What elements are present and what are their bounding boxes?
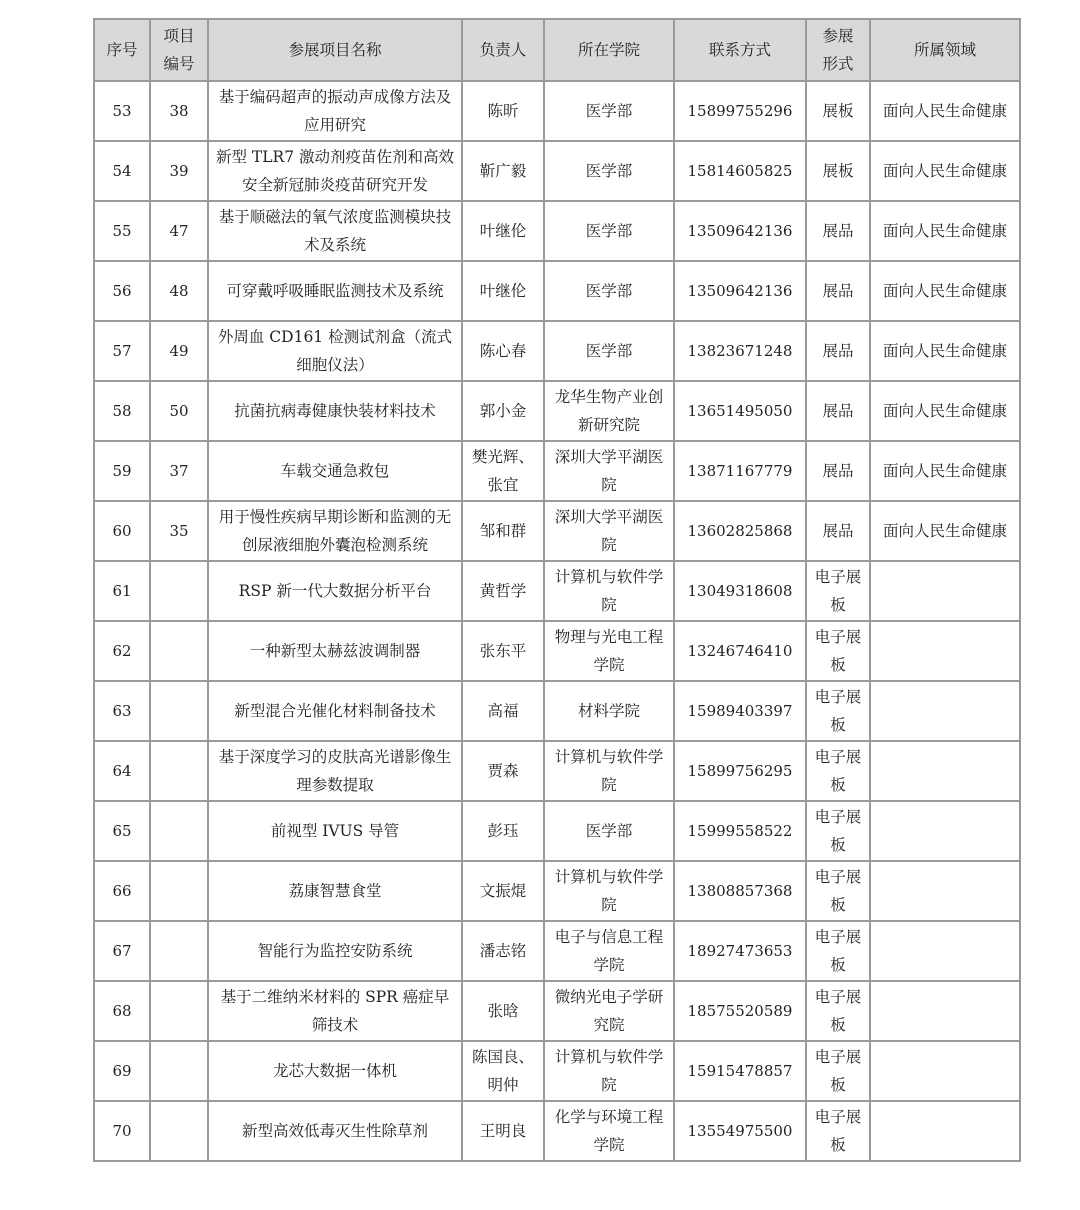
cell-lead: 叶继伦 [462,261,544,321]
cell-seq: 55 [94,201,150,261]
cell-project-no: 38 [150,81,208,141]
cell-form: 电子展板 [806,681,870,741]
cell-project-name: 荔康智慧食堂 [208,861,462,921]
cell-project-no [150,741,208,801]
cell-form: 展品 [806,201,870,261]
cell-field [870,801,1020,861]
cell-seq: 59 [94,441,150,501]
cell-contact: 13602825868 [674,501,806,561]
cell-lead: 文振焜 [462,861,544,921]
cell-form: 电子展板 [806,861,870,921]
cell-project-no [150,1101,208,1161]
cell-seq: 65 [94,801,150,861]
cell-seq: 62 [94,621,150,681]
cell-project-no [150,981,208,1041]
table-row [94,981,1020,1041]
header-seq: 序号 [94,19,150,81]
table-row [94,801,1020,861]
cell-lead: 潘志铭 [462,921,544,981]
cell-contact: 13871167779 [674,441,806,501]
cell-project-no: 49 [150,321,208,381]
cell-school: 物理与光电工程学院 [544,621,674,681]
header-contact: 联系方式 [674,19,806,81]
table-row [94,921,1020,981]
cell-seq: 70 [94,1101,150,1161]
cell-project-name: 基于二维纳米材料的 SPR 癌症早筛技术 [208,981,462,1041]
table-row [94,741,1020,801]
cell-lead: 贾森 [462,741,544,801]
cell-school: 计算机与软件学院 [544,741,674,801]
cell-contact: 15999558522 [674,801,806,861]
cell-contact: 13509642136 [674,261,806,321]
cell-lead: 张东平 [462,621,544,681]
cell-form: 展品 [806,321,870,381]
table-row [94,561,1020,621]
cell-project-name: 新型 TLR7 激动剂疫苗佐剂和高效安全新冠肺炎疫苗研究开发 [208,141,462,201]
cell-project-no [150,561,208,621]
cell-project-no: 48 [150,261,208,321]
cell-school: 化学与环境工程学院 [544,1101,674,1161]
cell-school: 微纳光电子学研究院 [544,981,674,1041]
cell-lead: 靳广毅 [462,141,544,201]
cell-school: 医学部 [544,201,674,261]
cell-project-name: 基于编码超声的振动声成像方法及应用研究 [208,81,462,141]
cell-lead: 陈心春 [462,321,544,381]
cell-school: 龙华生物产业创新研究院 [544,381,674,441]
cell-field [870,741,1020,801]
cell-lead: 黄哲学 [462,561,544,621]
cell-seq: 54 [94,141,150,201]
cell-field [870,1041,1020,1101]
cell-field: 面向人民生命健康 [870,441,1020,501]
cell-seq: 58 [94,381,150,441]
cell-project-name: 新型高效低毒灭生性除草剂 [208,1101,462,1161]
cell-project-name: RSP 新一代大数据分析平台 [208,561,462,621]
cell-form: 电子展板 [806,741,870,801]
cell-form: 电子展板 [806,1041,870,1101]
cell-field: 面向人民生命健康 [870,501,1020,561]
cell-project-name: 外周血 CD161 检测试剂盒（流式细胞仪法） [208,321,462,381]
cell-contact: 13823671248 [674,321,806,381]
cell-project-name: 前视型 IVUS 导管 [208,801,462,861]
cell-project-name: 车载交通急救包 [208,441,462,501]
cell-contact: 18927473653 [674,921,806,981]
cell-project-name: 可穿戴呼吸睡眠监测技术及系统 [208,261,462,321]
cell-lead: 樊光辉、张宜 [462,441,544,501]
cell-lead: 邹和群 [462,501,544,561]
cell-form: 展品 [806,381,870,441]
header-project-no: 项目 编号 [150,19,208,81]
cell-project-no: 37 [150,441,208,501]
table-header-row [94,19,1020,81]
cell-project-no [150,681,208,741]
cell-school: 材料学院 [544,681,674,741]
cell-school: 电子与信息工程学院 [544,921,674,981]
cell-project-no: 39 [150,141,208,201]
cell-school: 计算机与软件学院 [544,861,674,921]
cell-contact: 15915478857 [674,1041,806,1101]
cell-school: 医学部 [544,81,674,141]
cell-school: 医学部 [544,801,674,861]
table-body [94,81,1020,1161]
cell-project-name: 一种新型太赫兹波调制器 [208,621,462,681]
cell-lead: 陈昕 [462,81,544,141]
cell-project-no: 35 [150,501,208,561]
table-row [94,201,1020,261]
table-row [94,81,1020,141]
cell-project-name: 龙芯大数据一体机 [208,1041,462,1101]
cell-seq: 66 [94,861,150,921]
cell-field [870,561,1020,621]
cell-school: 医学部 [544,321,674,381]
cell-school: 医学部 [544,141,674,201]
cell-project-no [150,621,208,681]
cell-project-name: 新型混合光催化材料制备技术 [208,681,462,741]
cell-lead: 张晗 [462,981,544,1041]
cell-lead: 陈国良、明仲 [462,1041,544,1101]
table-row [94,681,1020,741]
cell-field [870,1101,1020,1161]
cell-form: 电子展板 [806,621,870,681]
cell-seq: 67 [94,921,150,981]
table-row [94,1041,1020,1101]
cell-contact: 13554975500 [674,1101,806,1161]
cell-form: 展板 [806,81,870,141]
cell-project-no [150,1041,208,1101]
cell-seq: 69 [94,1041,150,1101]
cell-field [870,861,1020,921]
cell-form: 展品 [806,261,870,321]
cell-form: 电子展板 [806,1101,870,1161]
cell-contact: 15989403397 [674,681,806,741]
cell-contact: 13651495050 [674,381,806,441]
cell-project-no: 47 [150,201,208,261]
cell-contact: 13509642136 [674,201,806,261]
cell-school: 深圳大学平湖医院 [544,501,674,561]
cell-form: 电子展板 [806,801,870,861]
cell-contact: 13246746410 [674,621,806,681]
header-project-name: 参展项目名称 [208,19,462,81]
cell-seq: 60 [94,501,150,561]
cell-field [870,921,1020,981]
cell-form: 电子展板 [806,921,870,981]
cell-contact: 13049318608 [674,561,806,621]
table-row [94,141,1020,201]
table-row [94,381,1020,441]
cell-field: 面向人民生命健康 [870,141,1020,201]
cell-project-no [150,921,208,981]
cell-field [870,981,1020,1041]
cell-field: 面向人民生命健康 [870,381,1020,441]
cell-seq: 57 [94,321,150,381]
table-row [94,501,1020,561]
cell-field: 面向人民生命健康 [870,81,1020,141]
cell-lead: 高福 [462,681,544,741]
cell-lead: 王明良 [462,1101,544,1161]
cell-project-name: 基于顺磁法的氧气浓度监测模块技术及系统 [208,201,462,261]
cell-contact: 15899756295 [674,741,806,801]
table-row [94,441,1020,501]
cell-form: 展品 [806,441,870,501]
header-school: 所在学院 [544,19,674,81]
table-row [94,621,1020,681]
table-row [94,1101,1020,1161]
cell-seq: 64 [94,741,150,801]
cell-form: 展品 [806,501,870,561]
cell-project-no: 50 [150,381,208,441]
cell-project-name: 基于深度学习的皮肤高光谱影像生理参数提取 [208,741,462,801]
cell-school: 医学部 [544,261,674,321]
table-row [94,321,1020,381]
cell-form: 电子展板 [806,561,870,621]
cell-lead: 郭小金 [462,381,544,441]
header-form: 参展 形式 [806,19,870,81]
cell-field: 面向人民生命健康 [870,261,1020,321]
cell-seq: 63 [94,681,150,741]
table-row [94,261,1020,321]
cell-seq: 68 [94,981,150,1041]
cell-form: 展板 [806,141,870,201]
cell-project-name: 抗菌抗病毒健康快装材料技术 [208,381,462,441]
cell-seq: 61 [94,561,150,621]
cell-field: 面向人民生命健康 [870,321,1020,381]
cell-project-no [150,861,208,921]
cell-contact: 18575520589 [674,981,806,1041]
header-field: 所属领域 [870,19,1020,81]
cell-seq: 56 [94,261,150,321]
cell-lead: 彭珏 [462,801,544,861]
cell-project-name: 用于慢性疾病早期诊断和监测的无创尿液细胞外囊泡检测系统 [208,501,462,561]
exhibit-project-table [93,18,1021,1162]
cell-contact: 15814605825 [674,141,806,201]
cell-contact: 13808857368 [674,861,806,921]
cell-contact: 15899755296 [674,81,806,141]
cell-form: 电子展板 [806,981,870,1041]
cell-lead: 叶继伦 [462,201,544,261]
cell-field [870,621,1020,681]
cell-school: 计算机与软件学院 [544,1041,674,1101]
cell-school: 深圳大学平湖医院 [544,441,674,501]
cell-seq: 53 [94,81,150,141]
table-row [94,861,1020,921]
header-lead: 负责人 [462,19,544,81]
cell-field [870,681,1020,741]
cell-project-no [150,801,208,861]
cell-school: 计算机与软件学院 [544,561,674,621]
cell-project-name: 智能行为监控安防系统 [208,921,462,981]
cell-field: 面向人民生命健康 [870,201,1020,261]
